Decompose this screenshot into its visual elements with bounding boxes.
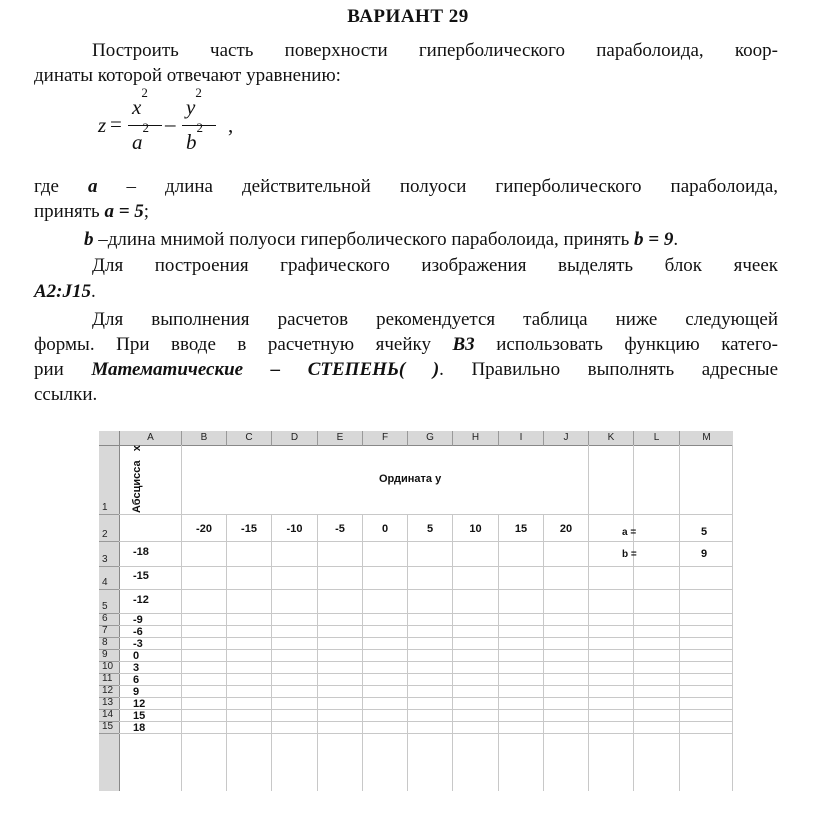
- grid-vline: [588, 445, 589, 791]
- row-header-16: [99, 734, 120, 791]
- grid-hline: [119, 625, 733, 626]
- formula-comma: ,: [228, 113, 234, 137]
- x-value: -6: [133, 626, 143, 638]
- sheet-corner: [99, 431, 120, 446]
- param-b-value: 9: [701, 548, 708, 560]
- block-line-2: A2:J15.: [34, 281, 96, 302]
- page-title: ВАРИАНТ 29: [347, 6, 469, 27]
- grid-hline: [119, 697, 733, 698]
- column-header-f: F: [363, 431, 408, 446]
- x-value: -15: [133, 570, 149, 582]
- grid-hline: [119, 709, 733, 710]
- grid-hline: [119, 721, 733, 722]
- intro-line-2: динаты которой отвечают уравнению:: [34, 65, 341, 86]
- grid-vline: [543, 515, 544, 791]
- row-header-14: 14: [99, 710, 120, 722]
- grid-vline: [633, 445, 634, 791]
- x-value: 18: [133, 722, 146, 734]
- y-value: -15: [241, 523, 257, 535]
- grid-hline: [119, 733, 733, 734]
- row-header-12: 12: [99, 686, 120, 698]
- x-value: 6: [133, 674, 140, 686]
- y-value: 10: [469, 523, 482, 535]
- grid-hline: [119, 589, 733, 590]
- grid-vline: [498, 515, 499, 791]
- abscissa-label: Абсцисса x: [131, 445, 143, 513]
- column-header-b: B: [182, 431, 227, 446]
- grid-vline: [226, 515, 227, 791]
- grid-vline: [181, 445, 182, 791]
- row-header-9: 9: [99, 650, 120, 662]
- formula-lhs: z: [98, 113, 107, 137]
- grid-vline: [362, 515, 363, 791]
- grid-vline: [407, 515, 408, 791]
- grid-vline: [732, 445, 733, 791]
- row-header-3: 3: [99, 542, 120, 567]
- x-value: 15: [133, 710, 146, 722]
- grid-hline: [119, 649, 733, 650]
- where-a-line-2: принять a = 5;: [34, 201, 150, 222]
- param-b-label: b =: [622, 549, 637, 560]
- row-header-1: 1: [99, 446, 120, 515]
- grid-hline: [119, 566, 733, 567]
- row-header-6: 6: [99, 614, 120, 626]
- grid-hline: [119, 613, 733, 614]
- y-value: 20: [559, 523, 573, 535]
- y-value: 0: [381, 523, 389, 535]
- column-header-a: A: [120, 431, 182, 446]
- y-value: 5: [426, 523, 434, 535]
- grid-hline: [119, 514, 733, 515]
- row-header-15: 15: [99, 722, 120, 734]
- formula-den-b: $b^2$: [186, 120, 203, 154]
- row-header-8: 8: [99, 638, 120, 650]
- grid-hline: [119, 685, 733, 686]
- column-header-h: H: [453, 431, 499, 446]
- grid-hline: [119, 661, 733, 662]
- grid-vline: [452, 515, 453, 791]
- formula-num-y: $y^2$: [186, 85, 202, 119]
- column-header-g: G: [408, 431, 453, 446]
- param-a-value: 5: [701, 526, 708, 538]
- grid-hline: [119, 541, 733, 542]
- y-value: -10: [286, 523, 303, 535]
- x-value: -12: [133, 594, 149, 606]
- formula-minus: –: [165, 112, 176, 136]
- formula-num-x: $x^2$: [132, 85, 148, 119]
- calc-line-4: ссылки.: [34, 384, 98, 405]
- formula: [98, 85, 258, 160]
- y-value: 15: [514, 523, 528, 535]
- x-value: -9: [133, 614, 143, 626]
- row-header-7: 7: [99, 626, 120, 638]
- ordinate-header: Ордината у: [379, 473, 442, 485]
- calc-line-1: Для выполнения расчетов рекомендуется таблица ниже следующей: [92, 309, 778, 330]
- column-header-l: L: [634, 431, 680, 446]
- row-header-2: 2: [99, 515, 120, 542]
- grid-hline: [119, 673, 733, 674]
- grid-vline: [271, 515, 272, 791]
- row-header-10: 10: [99, 662, 120, 674]
- grid-hline: [119, 637, 733, 638]
- row-header-11: 11: [99, 674, 120, 686]
- spreadsheet-table: [99, 431, 733, 791]
- x-value: -18: [133, 546, 149, 558]
- grid-vline: [317, 515, 318, 791]
- calc-line-3: рии Математические – СТЕПЕНЬ( ). Правильно выполнять адресные: [34, 359, 778, 380]
- column-header-k: K: [589, 431, 634, 446]
- param-a-label: a =: [622, 527, 637, 538]
- x-value: -3: [133, 638, 143, 650]
- column-header-c: C: [227, 431, 272, 446]
- formula-eq: =: [110, 112, 122, 136]
- y-value: -20: [196, 523, 212, 535]
- x-value: 3: [133, 662, 140, 674]
- calc-line-2: формы. При вводе в расчетную ячейку B3 использовать функцию катего-: [34, 334, 778, 355]
- column-header-i: I: [499, 431, 544, 446]
- intro-line-1: Построить часть поверхности гиперболического параболоида, коор-: [92, 40, 778, 61]
- grid-vline: [679, 445, 680, 791]
- row-header-5: 5: [99, 590, 120, 614]
- where-b-line: b –длина мнимой полуоси гиперболического параболоида, принять b = 9.: [84, 229, 679, 250]
- column-header-e: E: [318, 431, 363, 446]
- y-value: -5: [335, 523, 345, 535]
- x-value: 12: [133, 698, 146, 710]
- column-header-m: M: [680, 431, 733, 446]
- x-value: 9: [133, 686, 140, 698]
- x-value: 0: [133, 650, 140, 662]
- row-header-13: 13: [99, 698, 120, 710]
- block-line-1: Для построения графического изображения выделять блок ячеек: [92, 255, 778, 276]
- formula-den-a: $a^2$: [132, 120, 149, 154]
- column-header-d: D: [272, 431, 318, 446]
- column-header-j: J: [544, 431, 589, 446]
- row-header-4: 4: [99, 567, 120, 590]
- where-a-line: где a – длина действительной полуоси гиперболического параболоида,: [34, 176, 778, 197]
